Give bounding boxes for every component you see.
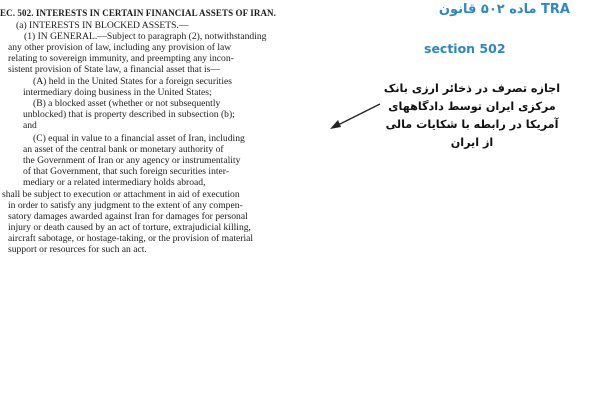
section-heading: EC. 502. INTERESTS IN CERTAIN FINANCIAL ASSETS OF IRAN. bbox=[0, 8, 276, 18]
description-line: آمریکا در رابطه با شکایات مالی bbox=[385, 118, 559, 131]
statute-line: intermediary doing business in the United States; bbox=[23, 87, 212, 98]
statute-line: shall be subject to execution or attachment in aid of execution bbox=[2, 189, 240, 200]
statute-line: (C) equal in value to a financial asset of Iran, including bbox=[33, 133, 245, 144]
statute-line: (1) IN GENERAL.—Subject to paragraph (2), notwithstanding bbox=[24, 31, 267, 42]
statute-line: sistent provision of State law, a financial asset that is— bbox=[8, 64, 220, 75]
statute-line: (B) a blocked asset (whether or not subsequently bbox=[33, 98, 221, 109]
description-line: اجازه تصرف در ذخائر ارزی بانک bbox=[383, 82, 561, 95]
statute-line: mediary or a related intermediary holds abroad, bbox=[23, 177, 206, 188]
statute-line: aircraft sabotage, or hostage-taking, or the provision of material bbox=[8, 233, 254, 244]
statute-line: and bbox=[23, 120, 37, 131]
statute-line: of that Government, that such foreign securities inter- bbox=[23, 166, 230, 177]
statute-line: an asset of the central bank or monetary authority of bbox=[23, 144, 224, 155]
statute-line: satory damages awarded against Iran for damages for personal bbox=[8, 211, 248, 222]
statute-line: the Government of Iran or any agency or instrumentality bbox=[23, 155, 241, 166]
statute-line: (a) INTERESTS IN BLOCKED ASSETS.— bbox=[16, 20, 189, 31]
statute-line: in order to satisfy any judgment to the extent of any compen- bbox=[8, 200, 243, 211]
description-line: از ایران bbox=[450, 136, 494, 149]
annotation-description bbox=[366, 80, 578, 152]
description-line: مرکزی ایران توسط دادگاههای bbox=[388, 100, 556, 113]
annotation-title-en: section 502 bbox=[424, 41, 506, 56]
statute-line: injury or death caused by an act of torture, extrajudicial killing, bbox=[8, 222, 251, 233]
annotation-title-fa: ماده ۵۰۲ قانون TRA bbox=[438, 2, 570, 17]
statute-line: any other provision of law, including any provision of law bbox=[8, 42, 232, 53]
statute-line: relating to sovereign immunity, and preempting any incon- bbox=[8, 53, 234, 64]
statute-line: unblocked) that is property described in subsection (b); bbox=[23, 109, 235, 120]
statute-line: (A) held in the United States for a foreign securities bbox=[33, 76, 233, 87]
statute-line: support or resources for such an act. bbox=[8, 244, 147, 255]
